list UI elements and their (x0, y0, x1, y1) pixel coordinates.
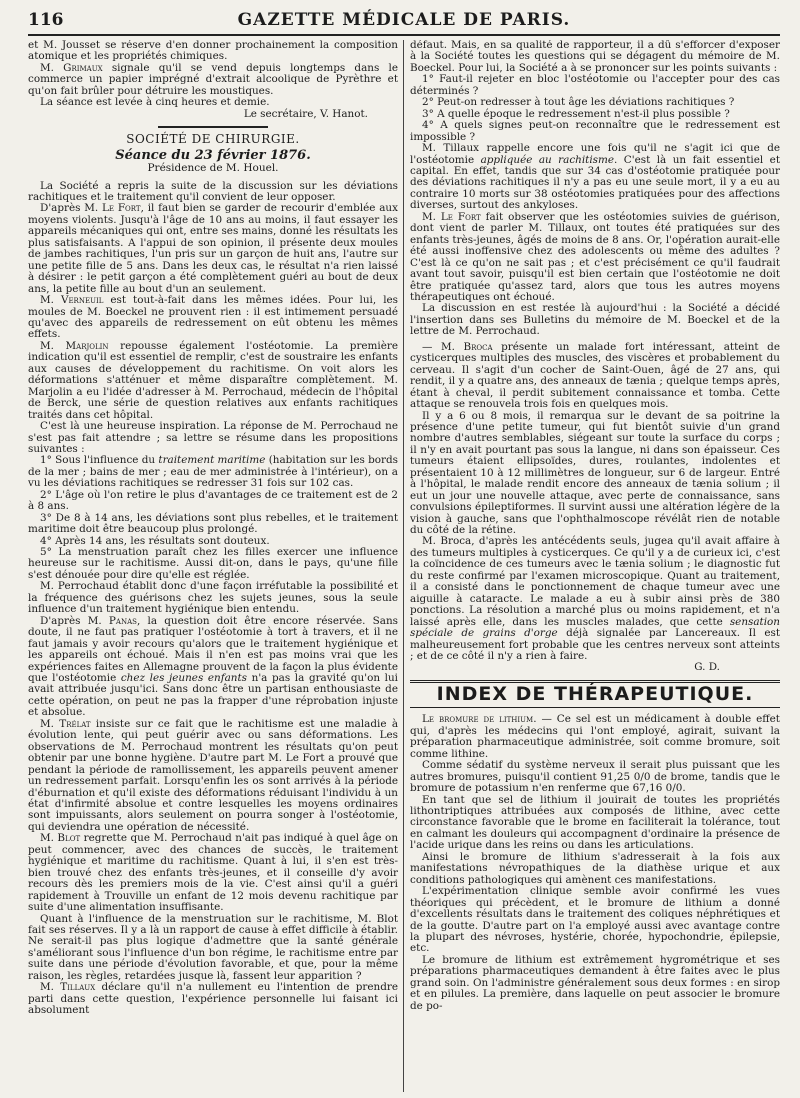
paragraph: 3° De 8 à 14 ans, les déviations sont plus rebelles, et le traitement maritime doit être beaucoup plus prolongé. (28, 511, 398, 536)
section-title: SOCIÉTÉ DE CHIRURGIE. (126, 132, 300, 147)
person-name: M. Le Fort (84, 202, 141, 215)
paragraph: — M. Broca présente un malade fort intéressant, atteint de cysticerques multiples des muscles, des viscères et probablement du cerveau. Il s'agit d'un cocher de Saint-Ouen, âgé de 27 ans, qui rendit, il y a quatre ans, des anneaux de tænia ; quelque temps après, étant à cheval, il perdit subitement connaissance et tomba. Cette attaque se renouvela trois fois en quelques mois. (410, 340, 780, 411)
paragraph: 1° Sous l'influence du traitement maritime (habitation sur les bords de la mer ; bains de mer ; eau de mer administrée à l'intérieur), on a vu les déviations rachitiques se redresser 31 fois sur 102 cas. (28, 454, 398, 490)
paragraph: défaut. Mais, en sa qualité de rapporteur, il a dû s'efforcer d'exposer à la Société toutes les questions qui se dégagent du mémoire de M. Boeckel. Pour lui, la Société a à se prononcer sur les points suivants : (410, 40, 780, 74)
person-name: M. Marjolin (40, 339, 109, 352)
paragraph: 5° La menstruation paraît chez les filles exercer une influence heureuse sur le rachitisme. Aussi dit-on, dans le pays, qu'une fille s'est dénouée pour dire qu'elle est réglée. (28, 546, 398, 581)
paragraph: et M. Jousset se réserve d'en donner prochainement la composition atomique et les propriétés chimiques. (28, 40, 398, 63)
paragraph: 4° Après 14 ans, les résultats sont douteux. (40, 534, 270, 547)
page-header (28, 8, 780, 36)
paragraph: Il y a 6 ou 8 mois, il remarqua sur le devant de sa poitrine la présence d'une petite tumeur, qui fut bientôt suivie d'un grand nombre d'autres semblables, siégeant sur toute la surface du corps ; il n'y en avait pourtant pas sous la langue, ni dans son épaisseur. Ces tumeurs étaient ellipsoïdes, dures, roulantes, indolentes et présentaient 10 à 12 millimètres de longueur, sur 6 de largeur. Entré à l'hôpital, le malade rendit encore des anneaux de tænia solium ; il eut un jour une nouvelle attaque, avec perte de connaissance, sans convulsions épileptiformes. Il survint aussi une altération légère de la vision à gauche, sans que l'ophthalmoscope révélât rien de notable du côté de la rétine. (410, 409, 780, 537)
index-title: INDEX DE THÉRAPEUTIQUE. (436, 682, 754, 705)
paragraph: M. Grimaux signale qu'il se vend depuis longtemps dans le commerce un papier imprégné d'extrait alcoolique de Pyrèthre et qu'on fait brûler pour détruire les moustiques. (28, 61, 398, 97)
paragraph: M. Marjolin repousse également l'ostéotomie. La première indication qu'il est essentiel de remplir, c'est de soustraire les enfants aux causes de développement du rachitisme. On voit alors les déformations s'atténuer et même disparaître complètement. M. Marjolin a eu l'idée d'adresser à M. Perrochaud, médecin de l'hôpital de Berck, une série de question relatives aux enfants rachitiques traités dans cet hôpital. (28, 339, 398, 421)
paragraph: L'expérimentation clinique semble avoir confirmé les vues théoriques qui précèdent, et le bromure de lithium a donné d'excellents résultats dans le traitement des coliques néphrétiques et de la goutte. D'autre part on l'a employé aussi avec avantage contre la plupart des névroses, hystérie, chorée, hypochondrie, épilepsie, etc. (410, 885, 780, 955)
paragraph: D'après M. Le Fort, il faut bien se garder de recourir d'emblée aux moyens violents. Jusqu'à l'âge de 10 ans au moins, il faut essayer les appareils mécaniques qui ont, entre ses mains, donné les résultats les plus satisfaisants. A l'appui de son opinion, il présente deux moules de jambes rachitiques, l'un pris sur un garçon de huit ans, l'autre sur une petite fille de 5 ans. Dans les deux cas, le résultat n'a rien laissé à désirer : le petit garçon a été complètement guéri au bout de deux ans, la petite fille au bout d'un an seulement. (28, 202, 398, 295)
paragraph: Ainsi le bromure de lithium s'adresserait à la fois aux manifestations névropathiques de la diathèse urique et aux conditions pathologiques qui amènent ces manifestations. (410, 850, 780, 886)
paragraph: 3° A quelle époque le redressement n'est-il plus possible ? (422, 107, 730, 120)
page-number: 116 (28, 10, 64, 30)
person-name: M. Trélat (40, 717, 91, 730)
paragraph: M. Verneuil est tout-à-fait dans les mêmes idées. Pour lui, les moules de M. Boeckel ne prouvent rien : il est intimement persuadé qu'avec des appareils de redressement on eût obtenu les mêmes effets. (28, 294, 398, 341)
paragraph: M. Trélat insiste sur ce fait que le rachitisme est une maladie à évolution lente, qui peut guérir avec ou sans déformations. Les observations de M. Perrochaud montrent les résultats qu'on peut obtenir par une bonne hygiène. D'autre part M. Le Fort a prouvé que pendant la période de ramollissement, les appareils peuvent amener un redressement parfait. Lorsqu'enfin les os sont arrivés à la période d'éburnation et qu'il existe des déformations réduisant l'individu à un état d'infirmité absolue et contre lesquelles les moyens ordinaires sont impuissants, alors seulement on pourra songer à l'ostéotomie, qui deviendra une opération de nécessité. (28, 717, 398, 833)
paragraph: Comme sédatif du système nerveux il serait plus puissant que les autres bromures, puisqu'il contient 91,25 0/0 de brome, tandis que le bromure de potassium n'en renferme que 67,16 0/0. (410, 759, 780, 795)
journal-title: GAZETTE MÉDICALE DE PARIS. (237, 10, 571, 30)
left-column (28, 40, 398, 1092)
paragraph: Le bromure de lithium. — Ce sel est un médicament à double effet qui, d'après les médecins qui l'ont employé, agirait, suivant la préparation pharmaceutique administrée, soit comme bromure, soit comme lithine. (410, 713, 780, 760)
person-name: M. Grimaux (40, 61, 103, 74)
paragraph: Le bromure de lithium est extrêmement hygrométrique et ses préparations pharmaceutiques demandent à être faites avec le plus grand soin. On l'administre généralement sous deux formes : en sirop et en pilules. La première, dans laquelle on peut associer le bromure de po- (410, 953, 780, 1012)
session-date: Séance du 23 février 1876. (115, 147, 311, 163)
paragraph: 2° L'âge où l'on retire le plus d'avantages de ce traitement est de 2 à 8 ans. (28, 488, 398, 513)
paragraph: M. Le Fort fait observer que les ostéotomies suivies de guérison, dont vient de parler M. Tillaux, ont toutes été pratiquées sur des enfants très-jeunes, âgés de moins de 8 ans. Or, l'opération aurait-elle été aussi inoffensive chez des adolescents ou même des adultes ? C'est là ce qu'on ne sait pas ; et c'est précisément ce qu'il faudrait avant tout savoir, puisqu'il est bien certain que l'ostéotomie ne doit être pratiquée qu'assez tard, alors que tous les autres moyens thérapeutiques ont échoué. (410, 210, 780, 303)
secretary-signature: Le secrétaire, V. Hanot. (243, 107, 368, 120)
paragraph: M. Tillaux rappelle encore une fois qu'il ne s'agit ici que de l'ostéotomie appliquée au rachitisme. C'est là un fait essentiel et capital. En effet, tandis que sur 34 cas d'ostéotomie pratiquée pour des déviations rachitiques il n'y a pas eu une seule mort, il y a eu au contraire 10 morts sur 38 ostéotomies pratiquées pour des affections diverses, surtout des ankyloses. (410, 142, 780, 212)
paragraph: M. Tillaux déclare qu'il n'a nullement eu l'intention de prendre parti dans cette question, l'expérience personnelle lui faisant ici absolument (28, 981, 398, 1017)
paragraph: La séance est levée à cinq heures et demie. (40, 96, 270, 109)
paragraph: M. Blot regrette que M. Perrochaud n'ait pas indiqué à quel âge on peut commencer, avec des chances de succès, le traitement hygiénique et maritime du rachitisme. Quant à lui, il s'en est très-bien trouvé chez des enfants très-jeunes, et il conseille d'y avoir recours dès les premiers mois de la vie. C'est ainsi qu'il a guéri rapidement à Trouville un enfant de 12 mois devenu rachitique par suite d'une alimentation insuffisante. (28, 832, 398, 914)
author-signature: G. D. (694, 661, 720, 674)
divider (158, 126, 268, 128)
person-name: M. Tillaux (40, 981, 96, 994)
paragraph: La Société a repris la suite de la discussion sur les déviations rachitiques et le traitement qu'il convient de leur opposer. (28, 179, 398, 203)
person-name: M. Blot (40, 832, 81, 845)
column-divider (403, 40, 404, 1092)
entry-title: Le bromure de lithium. (422, 713, 537, 726)
person-name: Broca (463, 340, 493, 353)
paragraph: 1° Faut-il rejeter en bloc l'ostéotomie ou l'accepter pour des cas déterminés ? (410, 73, 780, 97)
paragraph: 2° Peut-on redresser à tout âge les déviations rachitiques ? (422, 96, 735, 109)
person-name: M. Verneuil (40, 294, 104, 307)
right-column (410, 40, 780, 1092)
index-header (410, 680, 780, 708)
paragraph: M. Broca, d'après les antécédents seuls, jugea qu'il avait affaire à des tumeurs multiples à cysticerques. Ce qu'il y a de curieux ici, c'est la coïncidence de ces tumeurs avec le tænia solium ; le diagnostic fut du reste confirmé par l'examen microscopique. Quant au traitement, il a consisté dans le ponctionnement de chaque tumeur avec une aiguille à cataracte. Le malade a eu à subir ainsi près de 380 ponctions. La résolution a marché plus ou moins rapidement, et n'a laissé après elle, dans les muscles malades, que cette sensation spéciale de grains d'orge déjà signalée par Lancereaux. Il est malheureusement fort probable que les centres nerveux sont atteints ; et de ce côté il n'y a rien à faire. (410, 535, 780, 663)
paragraph: 4° A quels signes peut-on reconnaître que le redressement est impossible ? (410, 119, 780, 143)
paragraph: M. Perrochaud établit donc d'une façon irréfutable la possibilité et la fréquence des guérisons chez les sujets jeunes, sous la seule influence d'un traitement hygiénique bien entendu. (28, 580, 398, 616)
paragraph: Quant à l'influence de la menstruation sur le rachitisme, M. Blot fait ses réserves. Il y a là un rapport de cause à effet difficile à établir. Ne serait-il pas plus logique d'admettre que la santé générale s'améliorant sous l'influence d'un bon régime, le rachitisme entre par suite dans une période d'évolution favorable, et que, pour la même raison, les règles, retardées jusque là, fassent leur apparition ? (28, 912, 398, 982)
paragraph: C'est là une heureuse inspiration. La réponse de M. Perrochaud ne s'est pas fait attendre ; sa lettre se résume dans les propositions suivantes : (28, 420, 398, 455)
person-name: Le Fort (440, 210, 481, 223)
paragraph: En tant que sel de lithium il jouirait de toutes les propriétés lithontriptiques attribuées aux composés de lithine, avec cette circonstance favorable que le brome en faciliterait la tolérance, tout en calmant les douleurs qui accompagnent d'ordinaire la présence de l'acide urique dans les reins ou dans les articulations. (410, 793, 780, 852)
person-name: Panas (108, 614, 137, 627)
presidency: Présidence de M. Houel. (147, 162, 279, 175)
paragraph: D'après M. Panas, la question doit être encore réservée. Sans doute, il ne faut pas pratiquer l'ostéotomie à tort à travers, et il ne faut jamais y avoir recours qu'alors que le traitement hygiénique et les appareils ont échoué. Mais il n'en est pas moins vrai que les expériences faites en Allemagne prouvent de la façon la plus évidente que l'ostéotomie chez les jeunes enfants n'a pas la gravité qu'on lui avait attribuée jusqu'ici. Sans donc être un partisan enthousiaste de cette opération, on peut ne pas la frapper d'une réprobation injuste et absolue. (28, 614, 398, 719)
paragraph: La discussion en est restée là aujourd'hui : la Société a décidé l'insertion dans ses Bulletins du mémoire de M. Boeckel et de la lettre de M. Perrochaud. (410, 302, 780, 338)
